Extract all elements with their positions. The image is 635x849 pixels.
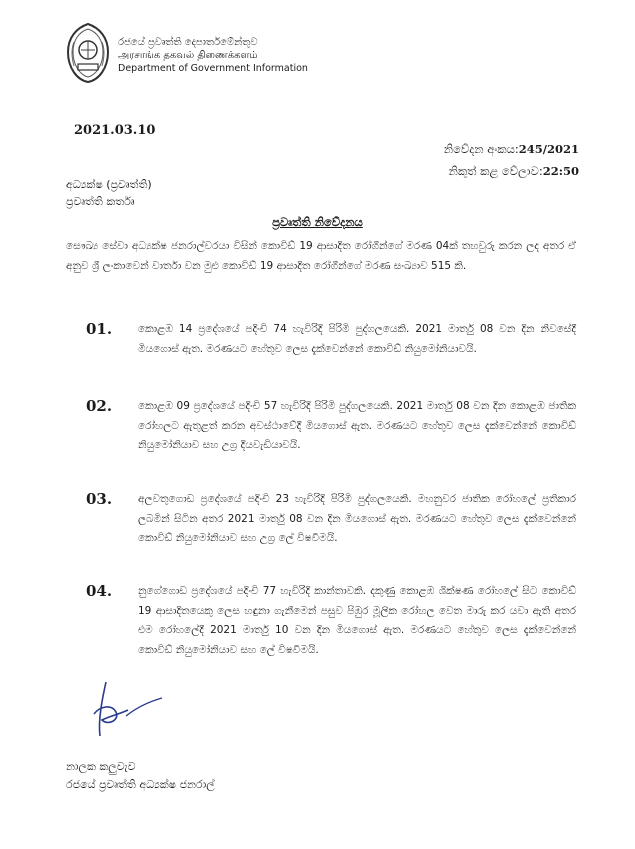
sri-lanka-emblem-icon xyxy=(66,22,110,84)
department-name-tamil: அரசாங்க தகவல் திணைக்களம் xyxy=(118,50,258,61)
issue-time-line xyxy=(444,160,579,182)
item-number: 01. xyxy=(86,320,113,338)
death-case-item xyxy=(86,582,576,660)
document-title xyxy=(0,215,635,230)
item-text: කොළඹ 09 ප්‍රදේශයේ පදිංචි 57 හැවිරිදි පිරිමි පුද්ගලයෙකි. 2021 මාර්තු 08 වන දින කොළඹ ජාතික රෝහලට ඇතුළත් කරන අවස්ථාවේදී මියගොස් ඇත. මරණයට හේතුව ලෙස දැක්වෙන්නේ කොවිඩ් නියුමෝනියාව සහ උග්‍ර දියවැඩියාවයි. xyxy=(138,400,576,451)
reference-number-line xyxy=(444,138,579,160)
death-case-item xyxy=(86,320,576,359)
item-text: නුගේගොඩ ප්‍රදේශයේ පදිංචි 77 හැවිරිදි කාන්තාවකි. දකුණු කොළඹ ශික්ෂණ රෝහලේ සිට කොවිඩ් 19 ආසාදිතයෙකු ලෙස හඳුනා ගැනීමෙන් පසුව පිඹුර මූලික රෝහල වෙත මාරු කර යවා ඇති අතර එම රෝහලේදී 2021 මාර්තු 10 වන දින මියගොස් ඇත. මරණයට හේතුව ලෙස දැක්වෙන්නේ කොවිඩ් නියුමෝනියාව සහ ලේ විෂවීමයි. xyxy=(138,585,576,656)
release-date: 2021.03.10 xyxy=(74,123,156,138)
issue-time-label: නිකුත් කළ වේලාව: xyxy=(448,164,543,178)
addressee-line-1: අධ්‍යක්ෂ (ප්‍රවෘත්ති) xyxy=(66,178,152,191)
issue-time-value: 22:50 xyxy=(542,164,579,178)
item-text: කොළඹ 14 ප්‍රදේශයේ පදිංචි 74 හැවිරිදි පිරිමි පුද්ගලයෙකි. 2021 මාර්තු 08 වන දින නිවසේදී මියගොස් ඇත. මරණයට හේතුව ලෙස දැක්වෙන්නේ කොවිඩ් නියුමෝනියාවයි. xyxy=(138,323,576,355)
department-name-sinhala: රජයේ ප්‍රවෘත්ති දෙපාර්තමේන්තුව xyxy=(118,37,258,48)
reference-block xyxy=(444,138,579,182)
addressee-line-2: ප්‍රවෘත්ති කර්තෘ xyxy=(66,195,135,208)
signer-block xyxy=(66,758,215,794)
reference-number-label: නිවේදන අංකය: xyxy=(443,142,519,156)
signature-icon xyxy=(86,680,166,740)
department-header xyxy=(118,36,308,75)
signer-designation: රජයේ ප්‍රවෘත්ති අධ්‍යක්ෂ ජනරාල් xyxy=(66,778,215,791)
death-case-item xyxy=(86,490,576,549)
reference-number-value: 245/2021 xyxy=(518,142,579,156)
department-name-english: Department of Government Information xyxy=(118,63,308,74)
signer-name: නාලක කලුවැව xyxy=(66,760,136,773)
item-number: 02. xyxy=(86,397,113,415)
addressee-block xyxy=(66,176,152,210)
item-text: අලවතුගොඩ ප්‍රදේශයේ පදිංචි 23 හැවිරිදි පිරිමි පුද්ගලයෙකි. මහනුවර ජාතික රෝහලේ ප්‍රතිකාර ලබමින් සිටින අතර 2021 මාර්තු 08 වන දින මියගොස් ඇත. මරණයට හේතුව ලෙස දැක්වෙන්නේ කොවිඩ් නියුමෝනියාව සහ උග්‍ර ලේ විෂවීමයි. xyxy=(138,493,576,544)
item-number: 04. xyxy=(86,582,113,600)
document-title-text: ප්‍රවෘත්ති නිවේදනය xyxy=(272,215,363,229)
intro-paragraph: සෞඛ්‍ය සේවා අධ්‍යක්ෂ ජනරාල්වරයා විසින් කොවිඩ් 19 ආසාදිත රෝගීන්ගේ මරණ 04ක් තහවුරු කරන ලද අතර ඒ අනුව ශ්‍රී ලංකාවෙන් වාර්තා වන මුළු කොවිඩ් 19 ආසාදිත රෝගීන්ගේ මරණ සංඛ්‍යාව 515 කි. xyxy=(66,240,576,272)
item-number: 03. xyxy=(86,490,113,508)
death-case-item xyxy=(86,397,576,456)
